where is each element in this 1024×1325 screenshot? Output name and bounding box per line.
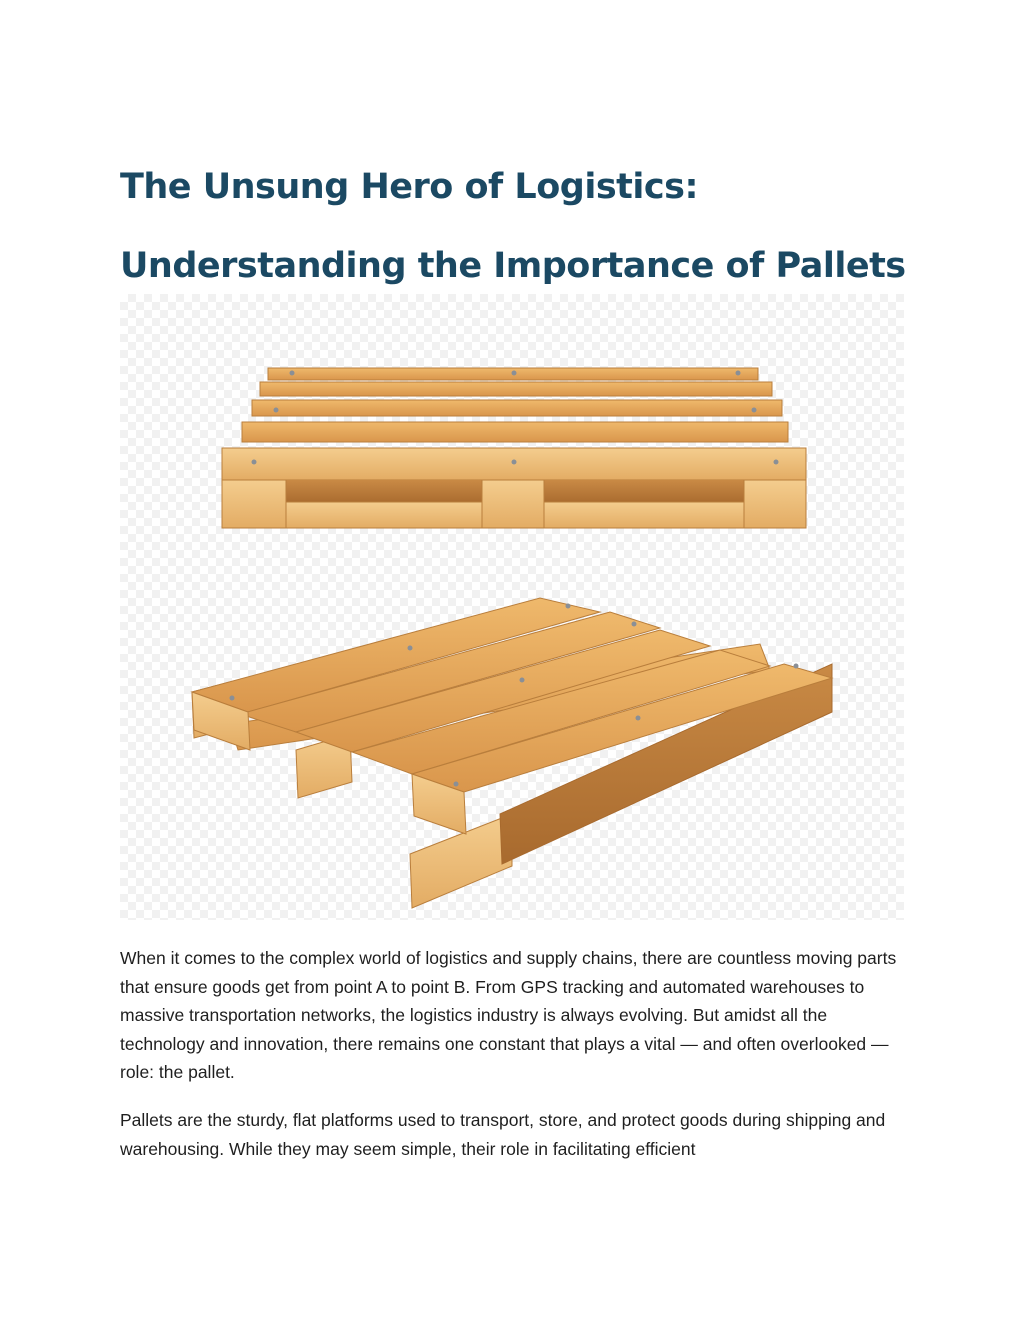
pallets-image [120,294,904,920]
pallet-front-view [222,368,806,528]
pallet-angled-view [192,598,832,908]
second-paragraph: Pallets are the sturdy, flat platforms used to transport, store, and protect goods during shipping and warehousing. While they may seem simple, their role in facilitating efficient [120,1110,886,1159]
page-title-text: The Unsung Hero of Logistics: Understanding the Importance of Pallets [120,167,906,286]
intro-paragraph: When it comes to the complex world of logistics and supply chains, there are countless moving parts that ensure goods get from point A to point B. From GPS tracking and automated warehouses to massive transportation networks, the logistics industry is always evolving. But amidst all the technology and innovation, there remains one constant that plays a vital — and often overlooked — role: the pallet. [120,948,897,1082]
